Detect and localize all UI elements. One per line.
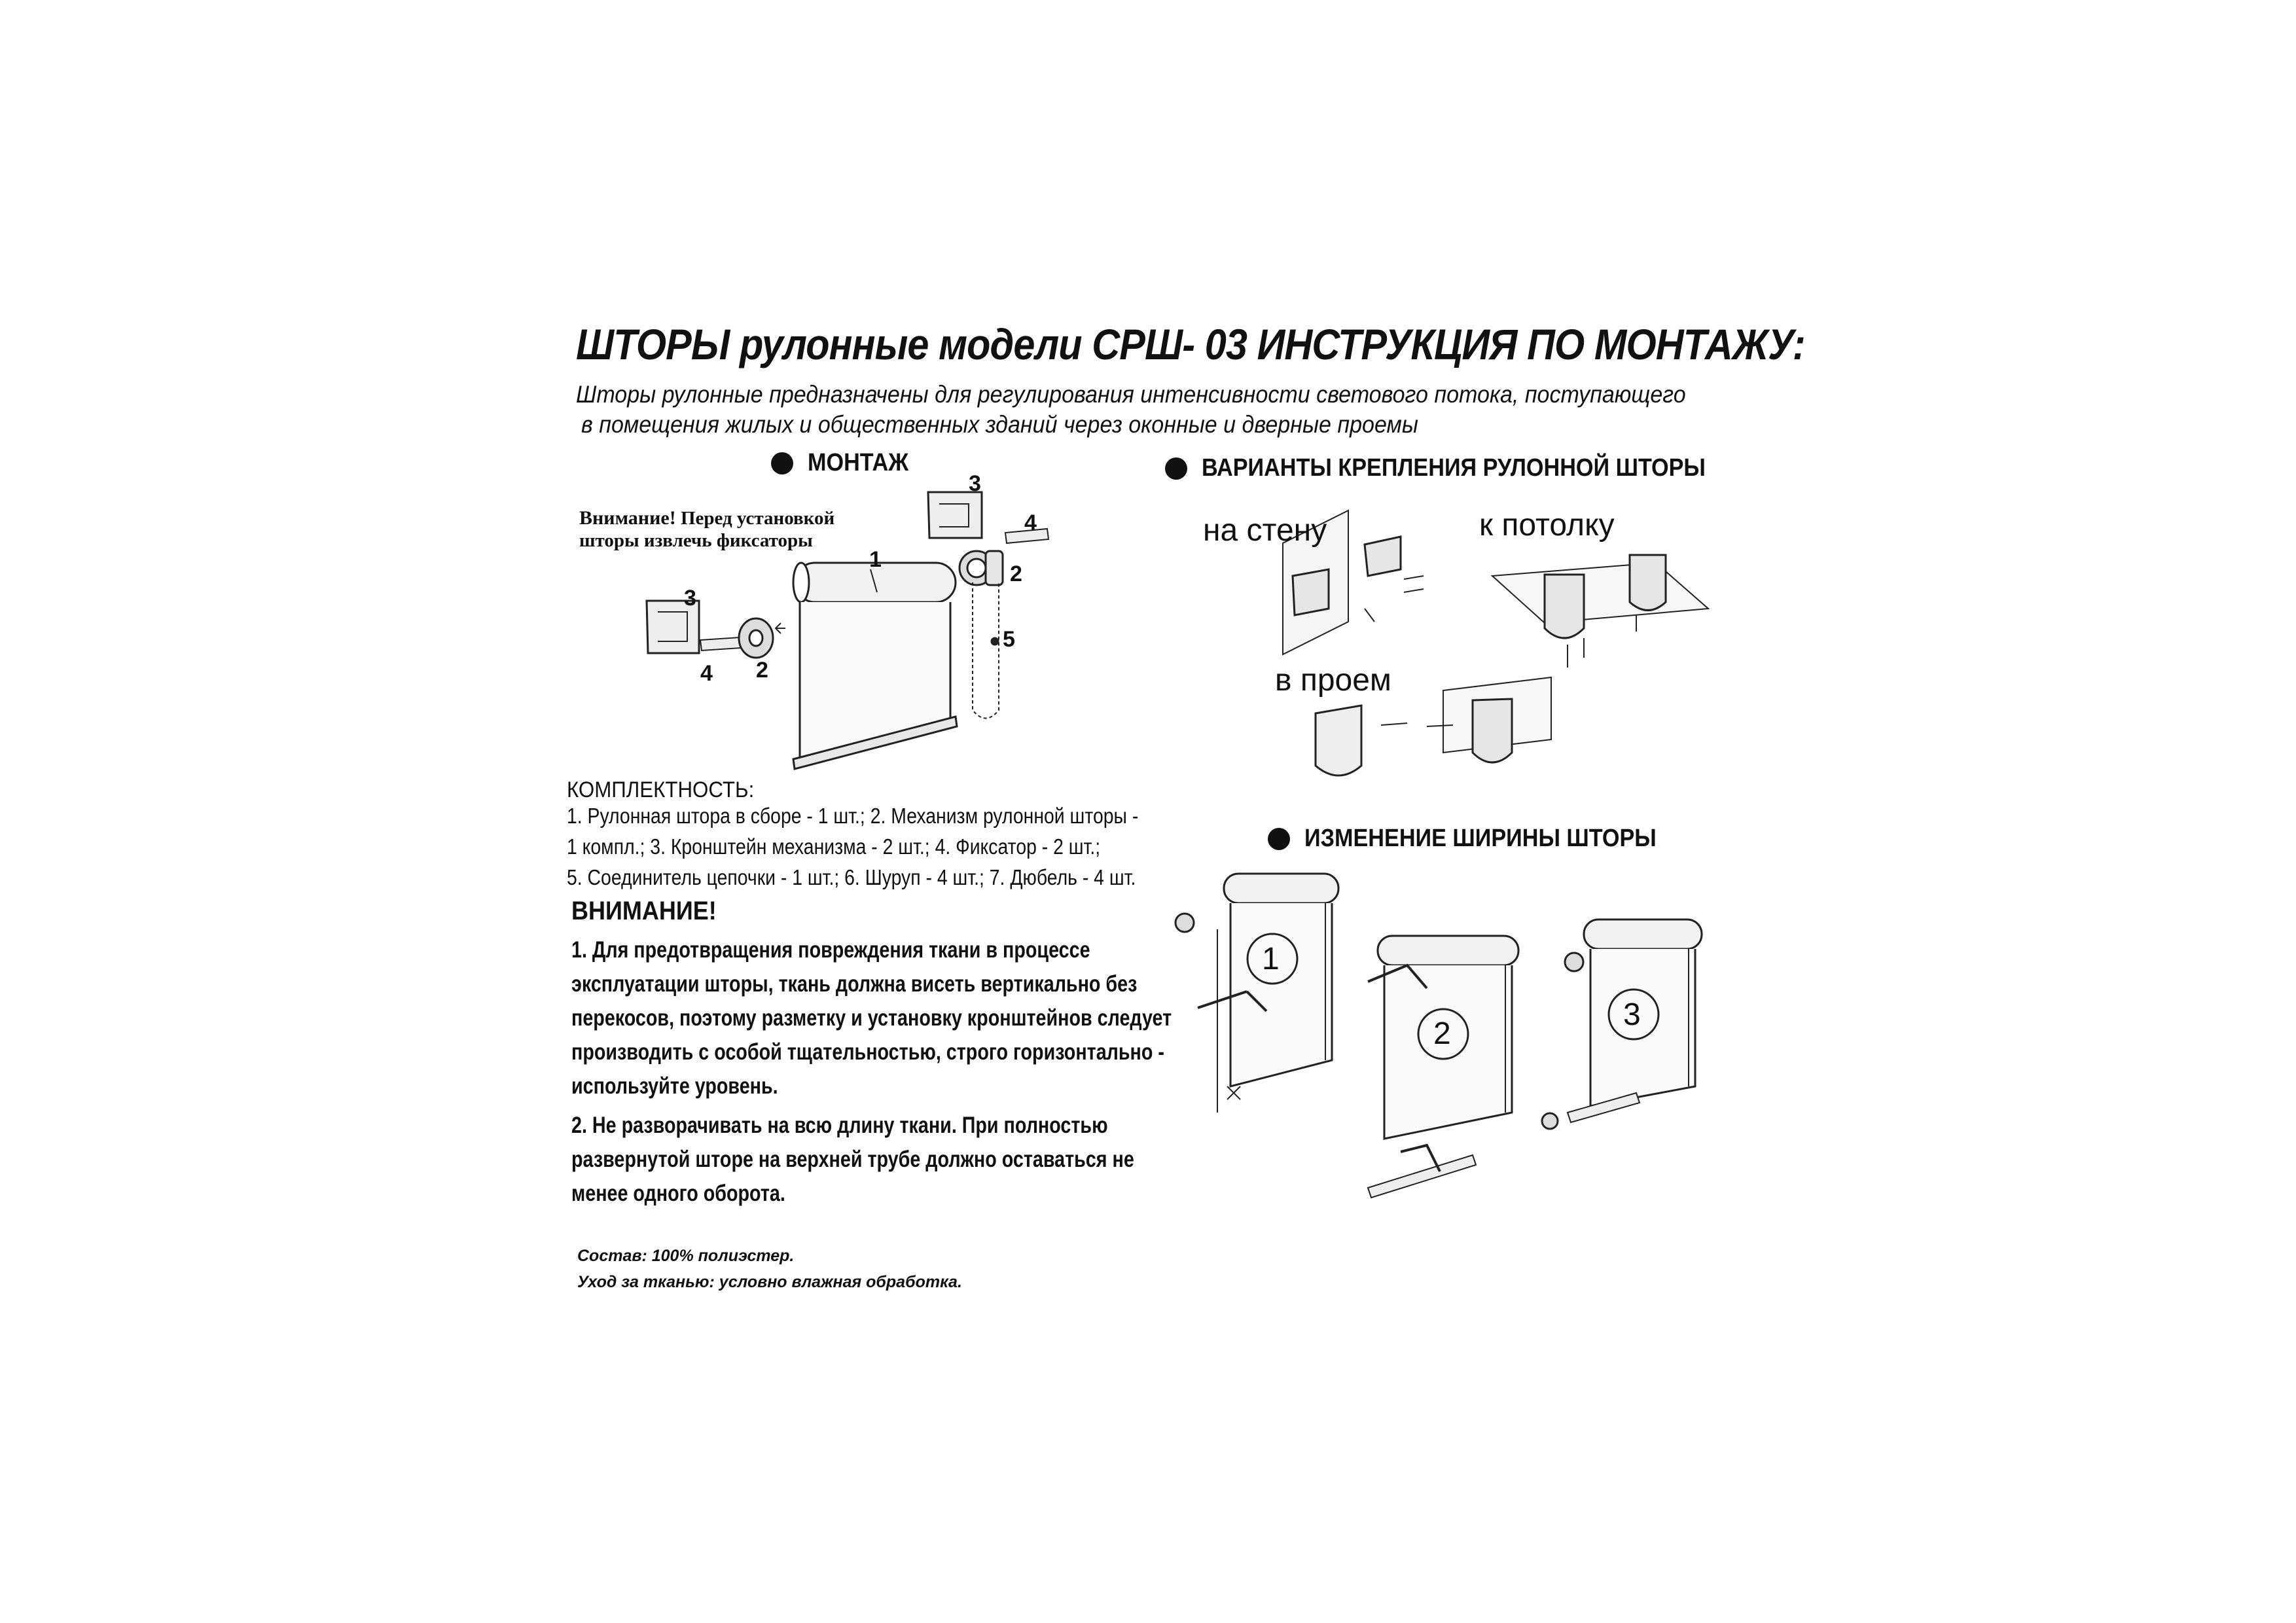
part-label-bracket-right: 3: [969, 471, 981, 496]
part-label-mechanism-right: 2: [1010, 562, 1022, 586]
wall-mount-label: на стену: [1203, 513, 1327, 548]
subtitle-line-2: в помещения жилых и общественных зданий через оконные и дверные проемы: [581, 411, 1418, 438]
ceiling-mount-illustration: [1492, 555, 1708, 668]
width-step-3-illustration: [1542, 919, 1702, 1129]
attention-item-2-line-1: 2. Не разворачивать на всю длину ткани. При полностью: [571, 1113, 1108, 1138]
part-label-chain: 5: [1003, 627, 1015, 652]
care-text: Уход за тканью: условно влажная обработка.: [577, 1273, 962, 1291]
composition-text: Состав: 100% полиэстер.: [577, 1247, 795, 1265]
attention-item-1-line-1: 1. Для предотвращения повреждения ткани в процессе: [571, 937, 1090, 963]
bullet-icon: [1165, 457, 1187, 480]
mechanism-left-illustration: [647, 601, 785, 658]
attention-item-1-line-5: используйте уровень.: [571, 1073, 778, 1099]
subtitle-line-1: Шторы рулонные предназначены для регулирования интенсивности светового потока, поступающего: [576, 381, 1686, 408]
part-label-tube: 1: [869, 547, 882, 572]
width-step-2-illustration: [1368, 936, 1518, 1198]
ceiling-mount-label: к потолку: [1479, 508, 1615, 543]
opening-mount-label: в проем: [1275, 663, 1391, 698]
attention-heading: ВНИМАНИЕ!: [571, 897, 717, 925]
attention-item-2-line-2: развернутой шторе на верхней трубе должно оставаться не: [571, 1147, 1134, 1172]
width-change-heading: [1268, 825, 1695, 853]
part-label-fixator-right: 4: [1024, 510, 1037, 535]
kit-heading: КОМПЛЕКТНОСТЬ:: [567, 777, 755, 802]
mounting-variants-heading-text: ВАРИАНТЫ КРЕПЛЕНИЯ РУЛОННОЙ ШТОРЫ: [1202, 454, 1706, 482]
attention-item-1-line-4: производить с особой тщательностью, строго горизонтально -: [571, 1039, 1164, 1065]
width-change-heading-text: ИЗМЕНЕНИЕ ШИРИНЫ ШТОРЫ: [1304, 825, 1657, 852]
warning-note-bold: Внимание!: [579, 507, 676, 529]
page-title: ШТОРЫ рулонные модели СРШ- 03 ИНСТРУКЦИЯ ПО МОНТАЖУ:: [576, 320, 1805, 368]
montage-heading-text: МОНТАЖ: [808, 449, 909, 476]
kit-line-1: 1. Рулонная штора в сборе - 1 шт.; 2. Механизм рулонной шторы -: [567, 804, 1139, 828]
part-label-fixator-left: 4: [700, 661, 713, 686]
width-step-1-illustration: [1175, 874, 1338, 1113]
part-label-end-cap: 2: [756, 658, 768, 683]
kit-line-2: 1 компл.; 3. Кронштейн механизма - 2 шт.; 4. Фиксатор - 2 шт.;: [567, 834, 1101, 859]
roller-blind-illustration: [793, 563, 957, 769]
kit-line-3: 5. Соединитель цепочки - 1 шт.; 6. Шуруп - 4 шт.; 7. Дюбель - 4 шт.: [567, 865, 1136, 889]
width-step-2-number: 2: [1433, 1016, 1451, 1051]
attention-item-1-line-3: перекосов, поэтому разметку и установку кронштейнов следует: [571, 1005, 1172, 1031]
width-step-1-number: 1: [1262, 942, 1280, 976]
warning-note-text: Перед установкой шторы извлечь фиксаторы: [579, 508, 835, 551]
mounting-variants-heading: [1165, 454, 1761, 482]
bullet-icon: [1268, 828, 1290, 850]
width-step-3-number: 3: [1623, 997, 1641, 1032]
part-label-bracket-left: 3: [684, 586, 696, 611]
attention-item-1-line-2: эксплуатации шторы, ткань должна висеть вертикально без: [571, 971, 1138, 997]
attention-item-2-line-3: менее одного оборота.: [571, 1181, 785, 1206]
